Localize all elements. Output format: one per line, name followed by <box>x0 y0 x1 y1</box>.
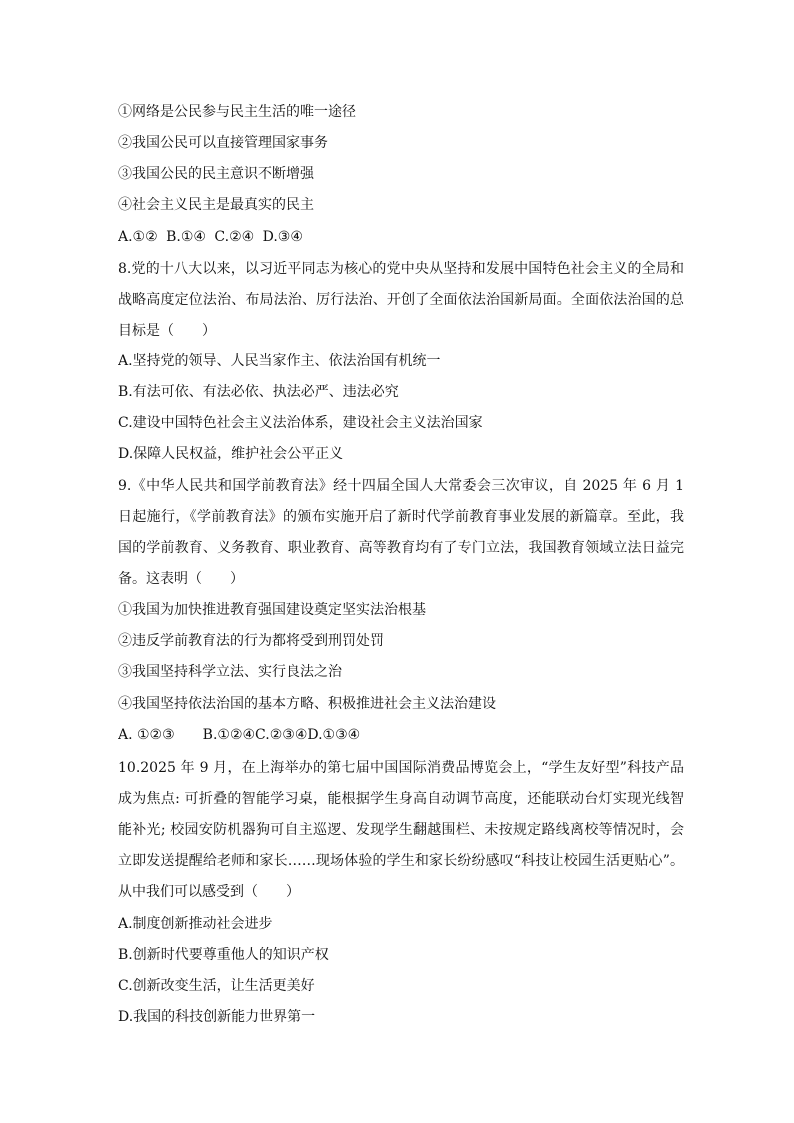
q10-choice-b: B.创新时代要尊重他人的知识产权 <box>118 947 329 963</box>
q8-choice-c: C.建设中国特色社会主义法治体系，建设社会主义法治国家 <box>118 415 483 431</box>
q9-option-3: ③我国坚持科学立法、实行良法之治 <box>118 664 342 680</box>
q7-choices: A.①② B.①④ C.②④ D.③④ <box>118 229 303 245</box>
q7-option-2: ②我国公民可以直接管理国家事务 <box>118 135 328 151</box>
q8-stem: 8.党的十八大以来，以习近平同志为核心的党中央从坚持和发展中国特色社会主义的全局和战略高度定位法治、布局法治、厉行法治、开创了全面依法治国新局面。全面依法治国的总目标是（ ） <box>118 261 684 339</box>
q8-choice-b: B.有法可依、有法必依、执法必严、违法必究 <box>118 384 399 400</box>
q10-choice-a: A.制度创新推动社会进步 <box>118 916 273 932</box>
q8-choice-d: D.保障人民权益，维护社会公平正义 <box>118 446 344 462</box>
q10-choice-c: C.创新改变生活，让生活更美好 <box>118 978 315 994</box>
q9-option-1: ①我国为加快推进教育强国建设奠定坚实法治根基 <box>118 602 426 618</box>
q9-choices: A. ①②③ B.①②④C.②③④D.①③④ <box>118 727 361 743</box>
q7-option-3: ③我国公民的民主意识不断增强 <box>118 166 314 182</box>
q9-option-2: ②违反学前教育法的行为都将受到刑罚处罚 <box>118 633 384 649</box>
q10-stem: 10.2025 年 9 月，在上海举办的第七届中国国际消费品博览会上，“学生友好型”科技产品成为焦点: 可折叠的智能学习桌，能根据学生身高自动调节高度，还能联动台灯实现光线智能补光; 校园安防机器狗可自主巡逻、发现学生翻越围栏、未按规定路线离校等情况时，会立即发送提醒给老师和家长……现场体验的学生和家长纷纷感叹“科技让校园生活更贴心”。从中我们可以感受到（ ） <box>118 760 684 900</box>
q8-choice-a: A.坚持党的领导、人民当家作主、依法治国有机统一 <box>118 353 441 369</box>
q10-choice-d: D.我国的科技创新能力世界第一 <box>118 1009 316 1025</box>
q9-stem: 9.《中华人民共和国学前教育法》经十四届全国人大常委会三次审议，自 2025 年 6 月 1 日起施行，《学前教育法》的颁布实施开启了新时代学前教育事业发展的新篇章。至此，我国的学前教育、义务教育、职业教育、高等教育均有了专门立法，我国教育领域立法日益完备。这表明（ ） <box>118 478 684 587</box>
q9-option-4: ④我国坚持依法治国的基本方略、积极推进社会主义法治建设 <box>118 696 496 712</box>
q7-option-1: ①网络是公民参与民主生活的唯一途径 <box>118 104 356 120</box>
q7-option-4: ④社会主义民主是最真实的民主 <box>118 197 314 213</box>
